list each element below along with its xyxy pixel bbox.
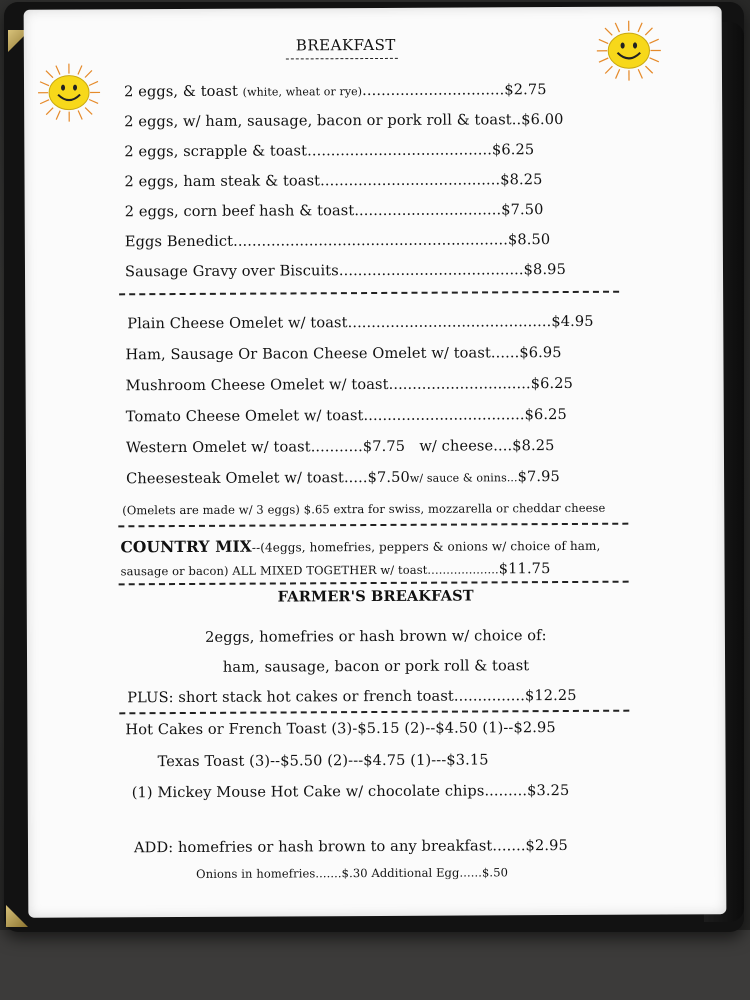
section-divider: [119, 581, 629, 586]
add-homefries-line: ADD: homefries or hash brown to any breakfast.......$2.95: [133, 836, 568, 857]
farmers-line1: 2eggs, homefries or hash brown w/ choice of:: [205, 627, 547, 646]
smiley-sun-icon-right: [594, 18, 664, 82]
mickey-mouse-item: (1) Mickey Mouse Hot Cake w/ chocolate chips.........$3.25: [131, 781, 570, 802]
extras-line: Onions in homefries.......$.30 Additional Egg......$.50: [196, 865, 509, 881]
section-divider: [119, 291, 619, 296]
omelet-note: (Omelets are made w/ 3 eggs) $.65 extra for swiss, mozzarella or cheddar cheese: [122, 500, 606, 518]
menu-page: [24, 6, 727, 918]
menu-item: 2 eggs, corn beef hash & toast...............................$7.50: [124, 201, 544, 221]
hot-cakes-item: Hot Cakes or French Toast (3)-$5.15 (2)--$4.50 (1)--$2.95: [125, 719, 556, 739]
menu-item: Mushroom Cheese Omelet w/ toast..............................$6.25: [125, 374, 574, 395]
section-divider: [118, 523, 628, 528]
country-mix-line2: sausage or bacon) ALL MIXED TOGETHER w/ toast...................$11.75: [120, 560, 551, 579]
menu-item: 2 eggs, w/ ham, sausage, bacon or pork roll & toast..$6.00: [124, 111, 564, 131]
menu-item: 2 eggs, scrapple & toast.......................................$6.25: [124, 141, 535, 161]
farmers-title: FARMER'S BREAKFAST: [277, 587, 474, 606]
menu-item: 2 eggs, ham steak & toast......................................$8.25: [124, 171, 543, 191]
farmers-line3: PLUS: short stack hot cakes or french toast...............$12.25: [127, 686, 577, 707]
smiley-sun-icon-left: [36, 61, 102, 123]
title-underline: [286, 58, 398, 60]
floor-background: [0, 930, 750, 1000]
menu-item: Ham, Sausage Or Bacon Cheese Omelet w/ toast......$6.95: [125, 344, 562, 364]
menu-item: 2 eggs, & toast (white, wheat or rye)..............................$2.75: [124, 81, 547, 101]
menu-item-western: Western Omelet w/ toast...........$7.75 w/ cheese....$8.25: [125, 437, 555, 457]
texas-toast-item: Texas Toast (3)--$5.50 (2)---$4.75 (1)---$3.15: [157, 751, 489, 771]
country-mix-line1: COUNTRY MIX--(4eggs, homefries, peppers & onions w/ choice of ham,: [120, 536, 601, 557]
farmers-line2: ham, sausage, bacon or pork roll & toast: [222, 657, 530, 676]
section-divider: [119, 710, 629, 715]
menu-item: Tomato Cheese Omelet w/ toast..................................$6.25: [125, 405, 567, 426]
menu-item: Eggs Benedict..........................................................$8.50: [124, 231, 551, 251]
menu-item: Sausage Gravy over Biscuits.......................................$8.95: [124, 260, 566, 281]
menu-title: BREAKFAST: [295, 35, 396, 55]
menu-item-cheesesteak: Cheesesteak Omelet w/ toast.....$7.50w/ sauce & onins...$7.95: [126, 468, 560, 488]
menu-item: Plain Cheese Omelet w/ toast...........................................$4.95: [127, 312, 594, 333]
